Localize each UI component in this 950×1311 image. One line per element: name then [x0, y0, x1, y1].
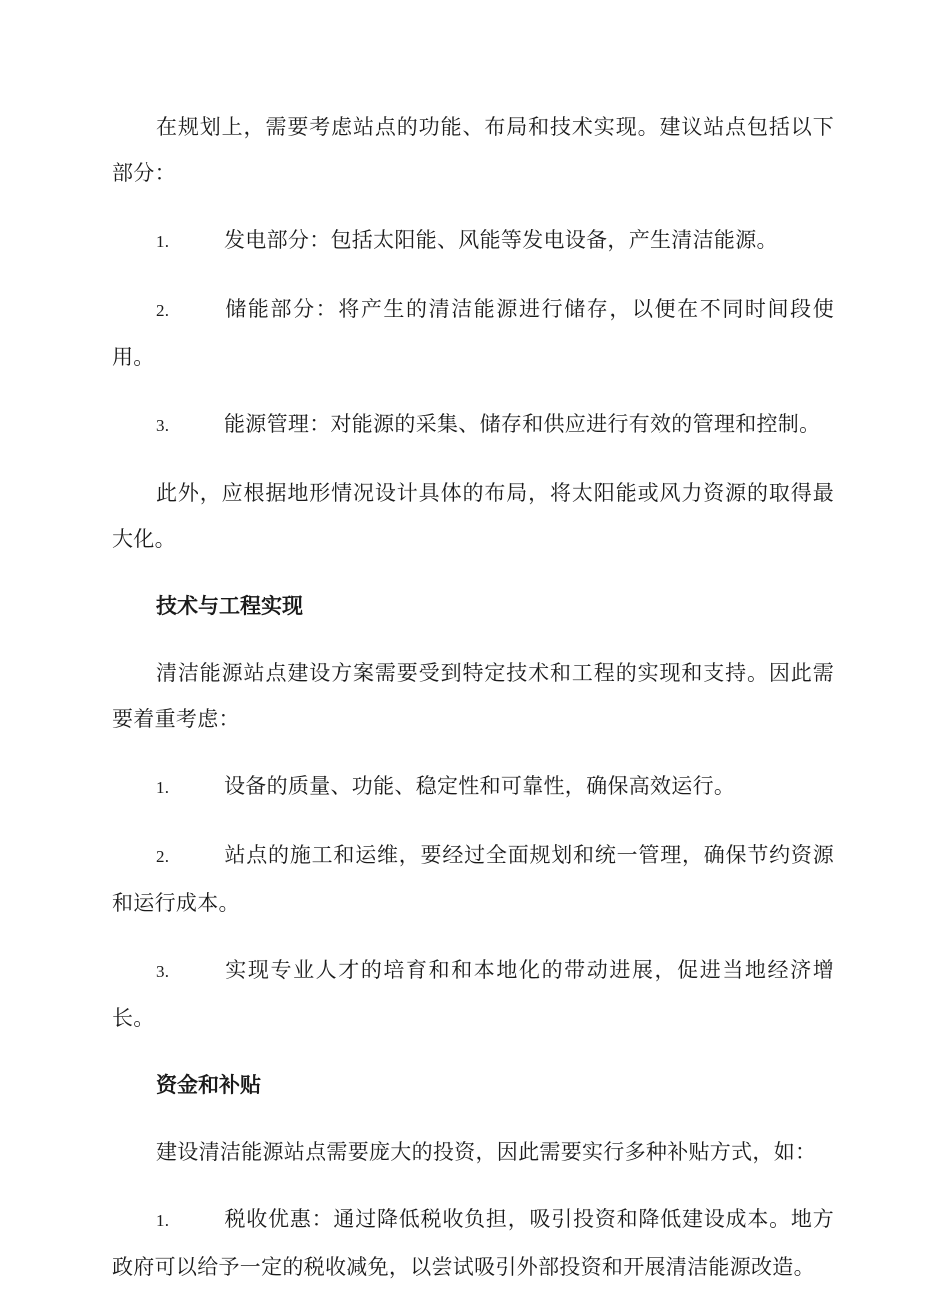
list-item-text: 设备的质量、功能、稳定性和可靠性，确保高效运行。: [224, 774, 736, 798]
section1-outro: 此外，应根据地形情况设计具体的布局，将太阳能或风力资源的取得最大化。: [112, 481, 834, 551]
section1-intro: 在规划上，需要考虑站点的功能、布局和技术实现。建议站点包括以下部分：: [112, 115, 834, 185]
section3-intro: 建设清洁能源站点需要庞大的投资，因此需要实行多种补贴方式，如：: [156, 1140, 817, 1164]
list-item-number: 2.: [156, 301, 170, 320]
list-item: [112, 401, 834, 449]
list-item: [112, 832, 834, 926]
list-item: [112, 947, 834, 1041]
list-item-number: 3.: [156, 416, 170, 435]
list-item-number: 2.: [156, 847, 170, 866]
list-item-text: 能源管理：对能源的采集、储存和供应进行有效的管理和控制。: [224, 412, 821, 436]
list-item-text: 储能部分：将产生的清洁能源进行储存，以便在不同时间段使用。: [112, 297, 834, 369]
section-heading-funding: 资金和补贴: [156, 1073, 261, 1097]
list-item: [112, 763, 834, 811]
list-item-text: 税收优惠：通过降低税收负担，吸引投资和降低建设成本。地方政府可以给予一定的税收减免，以尝试吸引外部投资和开展清洁能源改造。: [112, 1207, 834, 1279]
section2-intro: 清洁能源站点建设方案需要受到特定技术和工程的实现和支持。因此需要着重考虑：: [112, 661, 834, 731]
list-item-text: 发电部分：包括太阳能、风能等发电设备，产生清洁能源。: [224, 228, 778, 252]
section-heading-tech: 技术与工程实现: [156, 594, 303, 618]
list-item-number: 3.: [156, 962, 170, 981]
list-item-number: 1.: [156, 1211, 170, 1230]
list-item-number: 1.: [156, 778, 170, 797]
list-item: [112, 1196, 834, 1290]
list-item-text: 实现专业人才的培育和和本地化的带动进展，促进当地经济增长。: [112, 958, 834, 1030]
list-item-text: 站点的施工和运维，要经过全面规划和统一管理，确保节约资源和运行成本。: [112, 843, 834, 915]
list-item: [112, 286, 834, 380]
list-item: [112, 217, 834, 265]
list-item-number: 1.: [156, 232, 170, 251]
document-page: [112, 104, 834, 1311]
